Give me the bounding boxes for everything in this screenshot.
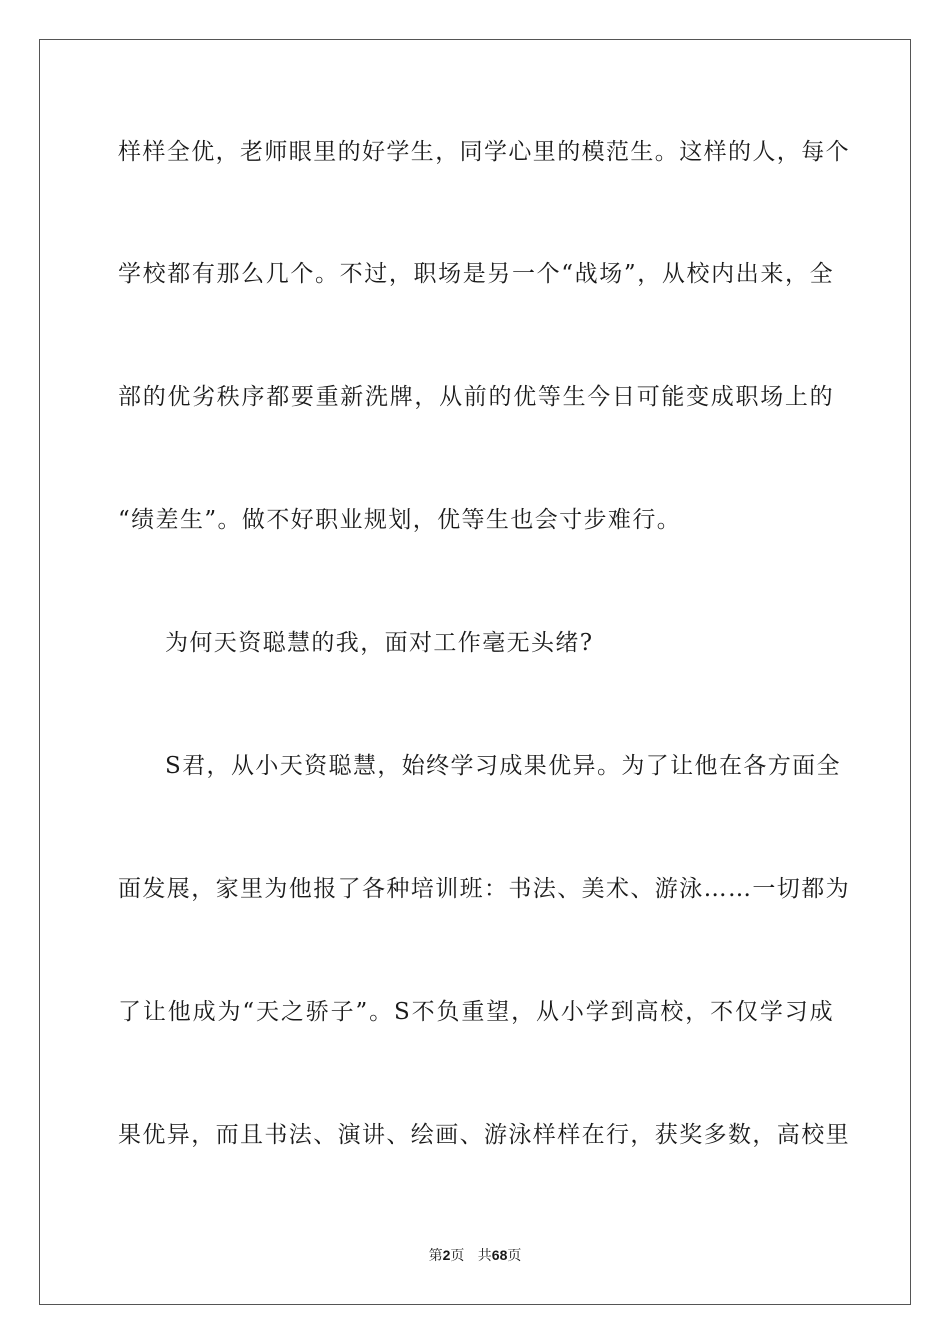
total-pages: 68 [491, 1247, 508, 1263]
page-footer [0, 1245, 950, 1266]
body-line-4: “绩差生”。做不好职业规划，优等生也会寸步难行。 [118, 507, 682, 533]
section-heading: 为何天资聪慧的我，面对工作毫无头绪? [165, 630, 594, 656]
page-suffix: 页 [450, 1248, 465, 1264]
page-border [39, 39, 911, 1305]
page-prefix: 第 [428, 1248, 443, 1264]
total-prefix: 共 [477, 1248, 492, 1264]
body-line-9: 果优异，而且书法、演讲、绘画、游泳样样在行，获奖多数，高校里 [118, 1122, 850, 1148]
page-number: 2 [442, 1247, 451, 1263]
body-line-6: S君，从小天资聪慧，始终学习成果优异。为了让他在各方面全 [165, 753, 841, 779]
body-line-1: 样样全优，老师眼里的好学生，同学心里的模范生。这样的人，每个 [118, 139, 850, 165]
total-suffix: 页 [507, 1248, 522, 1264]
body-line-2: 学校都有那么几个。不过，职场是另一个“战场”，从校内出来，全 [118, 261, 834, 287]
body-line-3: 部的优劣秩序都要重新洗牌，从前的优等生今日可能变成职场上的 [118, 384, 834, 410]
body-line-8: 了让他成为“天之骄子”。S不负重望，从小学到高校，不仅学习成 [118, 999, 834, 1025]
body-line-7: 面发展，家里为他报了各种培训班：书法、美术、游泳……一切都为 [118, 876, 850, 902]
